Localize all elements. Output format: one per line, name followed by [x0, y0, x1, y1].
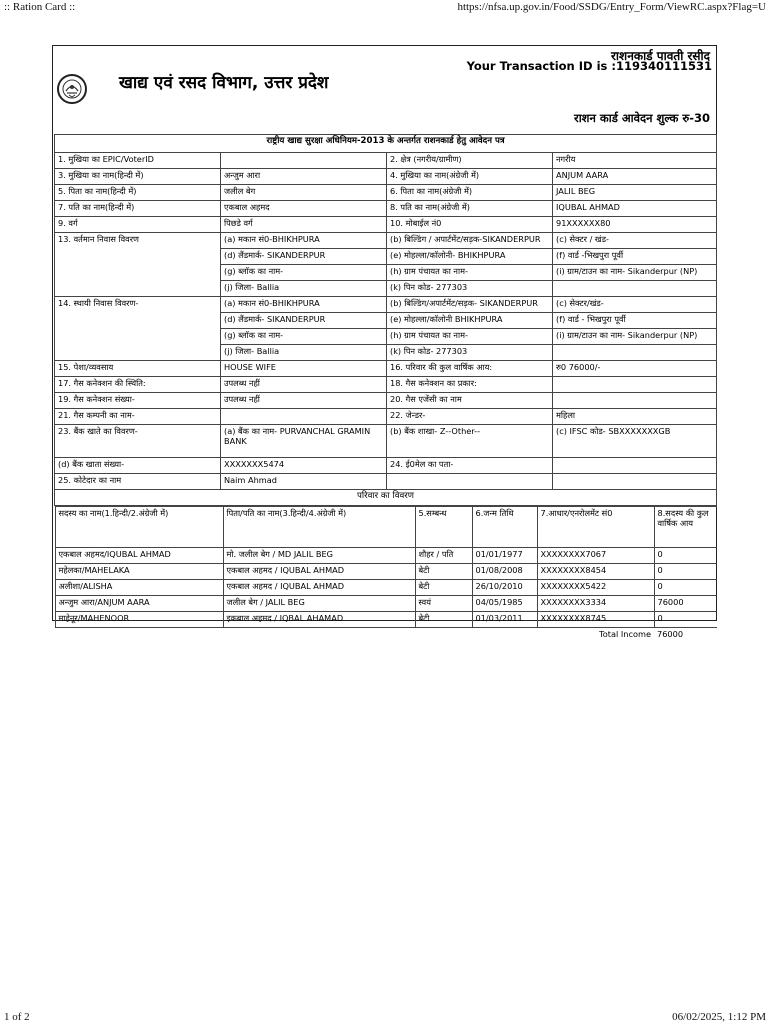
family-cell: मो. जलील बेग / MD JALIL BEG — [223, 548, 415, 564]
total-income-value: 76000 — [657, 629, 684, 639]
family-cell: 76000 — [654, 596, 717, 612]
field-value — [553, 474, 717, 490]
field-value: 91XXXXXX80 — [553, 217, 717, 233]
transaction-id: Your Transaction ID is :119340111531 — [466, 59, 712, 73]
family-cell: अन्जुम आरा/ANJUM AARA — [55, 596, 223, 612]
address-field — [553, 281, 717, 297]
family-cell: 0 — [654, 580, 717, 596]
family-member-row — [55, 564, 717, 580]
field-label: 24. ई0मेल का पता- — [387, 458, 553, 474]
form-row — [55, 377, 717, 393]
family-table-holder — [55, 506, 717, 644]
bank-branch: (b) बैंक शाखा- Z--Other-- — [387, 425, 553, 458]
field-value: उपलब्ध नहीं — [221, 377, 387, 393]
form-row — [55, 474, 717, 490]
address-field: (h) ग्राम पंचायत का नाम- — [387, 265, 553, 281]
family-column-header: 7.आधार/एनरोलमेंट सं0 — [537, 507, 654, 548]
family-cell: एकबाल अहमद / IQUBAL AHMAD — [223, 564, 415, 580]
field-label: 20. गैस एजेंसी का नाम — [387, 393, 553, 409]
family-cell: स्वयं — [415, 596, 472, 612]
address-field — [553, 345, 717, 361]
family-member-row — [55, 548, 717, 564]
field-label: (d) बैंक खाता संख्या- — [55, 458, 221, 474]
address-field: (d) लैंडमार्क- SIKANDERPUR — [221, 313, 387, 329]
bank-label: 23. बैंक खाते का विवरण- — [55, 425, 221, 458]
family-cell: एकबाल अहमद / IQUBAL AHMAD — [223, 580, 415, 596]
address-field: (a) मकान सं0-BHIKHPURA — [221, 297, 387, 313]
address-field: (g) ब्लॉक का नाम- — [221, 265, 387, 281]
field-label: 18. गैस कनेक्शन का प्रकार: — [387, 377, 553, 393]
field-value: HOUSE WIFE — [221, 361, 387, 377]
form-row — [55, 409, 717, 425]
address-field: (k) पिन कोड- 277303 — [387, 345, 553, 361]
form-row — [55, 217, 717, 233]
field-value: एकबाल अहमद — [221, 201, 387, 217]
address-field: (j) जिला- Ballia — [221, 281, 387, 297]
field-label: 8. पति का नाम(अंग्रेजी में) — [387, 201, 553, 217]
family-cell: बेटी — [415, 564, 472, 580]
field-label: 22. जेन्डर- — [387, 409, 553, 425]
field-label: 19. गैस कनेक्शन संख्या- — [55, 393, 221, 409]
family-cell: इकबाल अहमद / IQBAL AHAMAD — [223, 612, 415, 628]
address-field: (a) मकान सं0-BHIKHPURA — [221, 233, 387, 249]
up-govt-emblem-icon — [57, 74, 87, 104]
field-label: 4. मुखिया का नाम(अंग्रेजी में) — [387, 169, 553, 185]
address-field: (c) सेक्टर/खंड- — [553, 297, 717, 313]
field-label: 7. पति का नाम(हिन्दी में) — [55, 201, 221, 217]
family-cell: जलील बेग / JALIL BEG — [223, 596, 415, 612]
form-row — [55, 361, 717, 377]
family-member-row — [55, 596, 717, 612]
form-row — [55, 393, 717, 409]
form-row — [55, 458, 717, 474]
address-field: (h) ग्राम पंचायत का नाम- — [387, 329, 553, 345]
field-value — [553, 458, 717, 474]
address-field: (j) जिला- Ballia — [221, 345, 387, 361]
address-field: (e) मोहल्ला/कॉलोनी- BHIKHPURA — [387, 249, 553, 265]
field-label: 9. वर्ग — [55, 217, 221, 233]
field-value: नगरीय — [553, 153, 717, 169]
family-cell: 0 — [654, 548, 717, 564]
field-label: 17. गैस कनेक्शन की स्थिति: — [55, 377, 221, 393]
family-cell: 04/05/1985 — [472, 596, 537, 612]
field-label: 15. पेशा/व्यवसाय — [55, 361, 221, 377]
family-cell: एकबाल अहमद/IQUBAL AHMAD — [55, 548, 223, 564]
family-cell: 26/10/2010 — [472, 580, 537, 596]
field-value: महिला — [553, 409, 717, 425]
family-cell: बेटी — [415, 580, 472, 596]
family-column-header: सदस्य का नाम(1.हिन्दी/2.अंग्रेजी में) — [55, 507, 223, 548]
print-url: https://nfsa.up.gov.in/Food/SSDG/Entry_Form/ViewRC.aspx?Flag=U — [457, 1, 766, 13]
field-value: जलील बेग — [221, 185, 387, 201]
field-label: 5. पिता का नाम(हिन्दी में) — [55, 185, 221, 201]
address-field: (c) सेक्टर / खंड- — [553, 233, 717, 249]
field-label — [387, 474, 553, 490]
address-field: (b) बिल्डिंग / अपार्टमेंट/सड़क-SIKANDERPUR — [387, 233, 553, 249]
address-field: (f) वार्ड -भिखपुरा पूर्वी — [553, 249, 717, 265]
receipt-title: राशनकार्ड पावती रसीद — [611, 49, 710, 63]
print-datetime: 06/02/2025, 1:12 PM — [672, 1011, 766, 1023]
family-cell: 0 — [654, 564, 717, 580]
form-row — [55, 185, 717, 201]
form-row — [55, 153, 717, 169]
field-value — [221, 409, 387, 425]
family-cell: 0 — [654, 612, 717, 628]
field-label: 21. गैस कम्पनी का नाम- — [55, 409, 221, 425]
family-cell: XXXXXXXX7067 — [537, 548, 654, 564]
field-label: 6. पिता का नाम(अंग्रेजी में) — [387, 185, 553, 201]
family-title-row — [55, 490, 717, 506]
field-value: रु0 76000/- — [553, 361, 717, 377]
field-label: 25. कोटेदार का नाम — [55, 474, 221, 490]
field-value: Naim Ahmad — [221, 474, 387, 490]
field-label: 16. परिवार की कुल वार्षिक आय: — [387, 361, 553, 377]
field-value — [553, 393, 717, 409]
family-total-row — [55, 628, 717, 644]
field-value: XXXXXXX5474 — [221, 458, 387, 474]
print-page-number: 1 of 2 — [4, 1011, 30, 1023]
family-cell: 01/01/1977 — [472, 548, 537, 564]
family-column-header: 6.जन्म तिथि — [472, 507, 537, 548]
address-field: (i) ग्राम/टाउन का नाम- Sikanderpur (NP) — [553, 265, 717, 281]
address-row — [55, 297, 717, 313]
field-value — [221, 153, 387, 169]
address-field: (b) बिल्डिंग/अपार्टमेंट/सड़क- SIKANDERPUR — [387, 297, 553, 313]
address-row — [55, 233, 717, 249]
family-cell: महेलका/MAHELAKA — [55, 564, 223, 580]
address-field: (g) ब्लॉक का नाम- — [221, 329, 387, 345]
address-field: (e) मोहल्ला/कॉलोनी BHIKHPURA — [387, 313, 553, 329]
field-value: उपलब्ध नहीं — [221, 393, 387, 409]
form-title: राष्ट्रीय खाद्य सुरक्षा अधिनियम-2013 के अन्तर्गत राशनकार्ड हेतु आवेदन पत्र — [55, 135, 717, 153]
bank-name: (a) बैंक का नाम- PURVANCHAL GRAMIN BANK — [221, 425, 387, 458]
field-value: पिछडे वर्ग — [221, 217, 387, 233]
form-title-row — [55, 135, 717, 153]
family-total-spacer — [223, 628, 415, 644]
receipt-header — [53, 46, 716, 133]
print-header — [0, 0, 768, 16]
family-cell: माहेनूर/MAHENOOR — [55, 612, 223, 628]
family-cell: 01/08/2008 — [472, 564, 537, 580]
family-title: परिवार का विवरण — [55, 490, 717, 506]
family-column-header: 5.सम्बन्ध — [415, 507, 472, 548]
bank-row — [55, 425, 717, 458]
family-table-row — [55, 506, 717, 644]
family-column-header: पिता/पति का नाम(3.हिन्दी/4.अंग्रेजी में) — [223, 507, 415, 548]
address-field: (d) लैंडमार्क- SIKANDERPUR — [221, 249, 387, 265]
family-cell: XXXXXXXX3334 — [537, 596, 654, 612]
family-total-spacer — [415, 628, 472, 644]
family-total-spacer — [472, 628, 537, 644]
family-header-row — [55, 507, 717, 548]
field-label: 1. मुखिया का EPIC/VoterID — [55, 153, 221, 169]
family-cell: बेटी — [415, 612, 472, 628]
field-value: अन्जुम आरा — [221, 169, 387, 185]
field-value: ANJUM AARA — [553, 169, 717, 185]
family-cell: XXXXXXXX8454 — [537, 564, 654, 580]
family-cell: शौहर / पति — [415, 548, 472, 564]
print-page-title: :: Ration Card :: — [4, 1, 76, 13]
field-label: 3. मुखिया का नाम(हिन्दी में) — [55, 169, 221, 185]
receipt-frame — [52, 45, 717, 639]
application-table — [54, 134, 717, 643]
address-label: 13. वर्तमान निवास विवरण — [55, 233, 221, 297]
family-member-row — [55, 612, 717, 628]
field-label: 2. क्षेत्र (नगरीय/ग्रामीण) — [387, 153, 553, 169]
form-row — [55, 169, 717, 185]
field-value — [553, 377, 717, 393]
field-label: 10. मोबाईल नं0 — [387, 217, 553, 233]
family-table — [55, 506, 717, 643]
fee-text: राशन कार्ड आवेदन शुल्क रु-30 — [574, 111, 710, 125]
address-field: (i) ग्राम/टाउन का नाम- Sikanderpur (NP) — [553, 329, 717, 345]
address-field: (k) पिन कोड- 277303 — [387, 281, 553, 297]
department-title: खाद्य एवं रसद विभाग, उत्तर प्रदेश — [119, 73, 329, 93]
address-field: (f) वार्ड - भिखपुरा पूर्वी — [553, 313, 717, 329]
family-column-header: 8.सदस्य की कुल वार्षिक आय — [654, 507, 717, 548]
family-cell: 01/03/2011 — [472, 612, 537, 628]
form-row — [55, 201, 717, 217]
address-label: 14. स्थायी निवास विवरण- — [55, 297, 221, 361]
family-cell: अलीशा/ALISHA — [55, 580, 223, 596]
family-cell: XXXXXXXX8745 — [537, 612, 654, 628]
family-member-row — [55, 580, 717, 596]
field-value: JALIL BEG — [553, 185, 717, 201]
total-income-label: Total Income — [599, 629, 651, 639]
bank-ifsc: (c) IFSC कोड- SBXXXXXXXGB — [553, 425, 717, 458]
family-total-spacer — [55, 628, 223, 644]
family-cell: XXXXXXXX5422 — [537, 580, 654, 596]
field-value: IQUBAL AHMAD — [553, 201, 717, 217]
